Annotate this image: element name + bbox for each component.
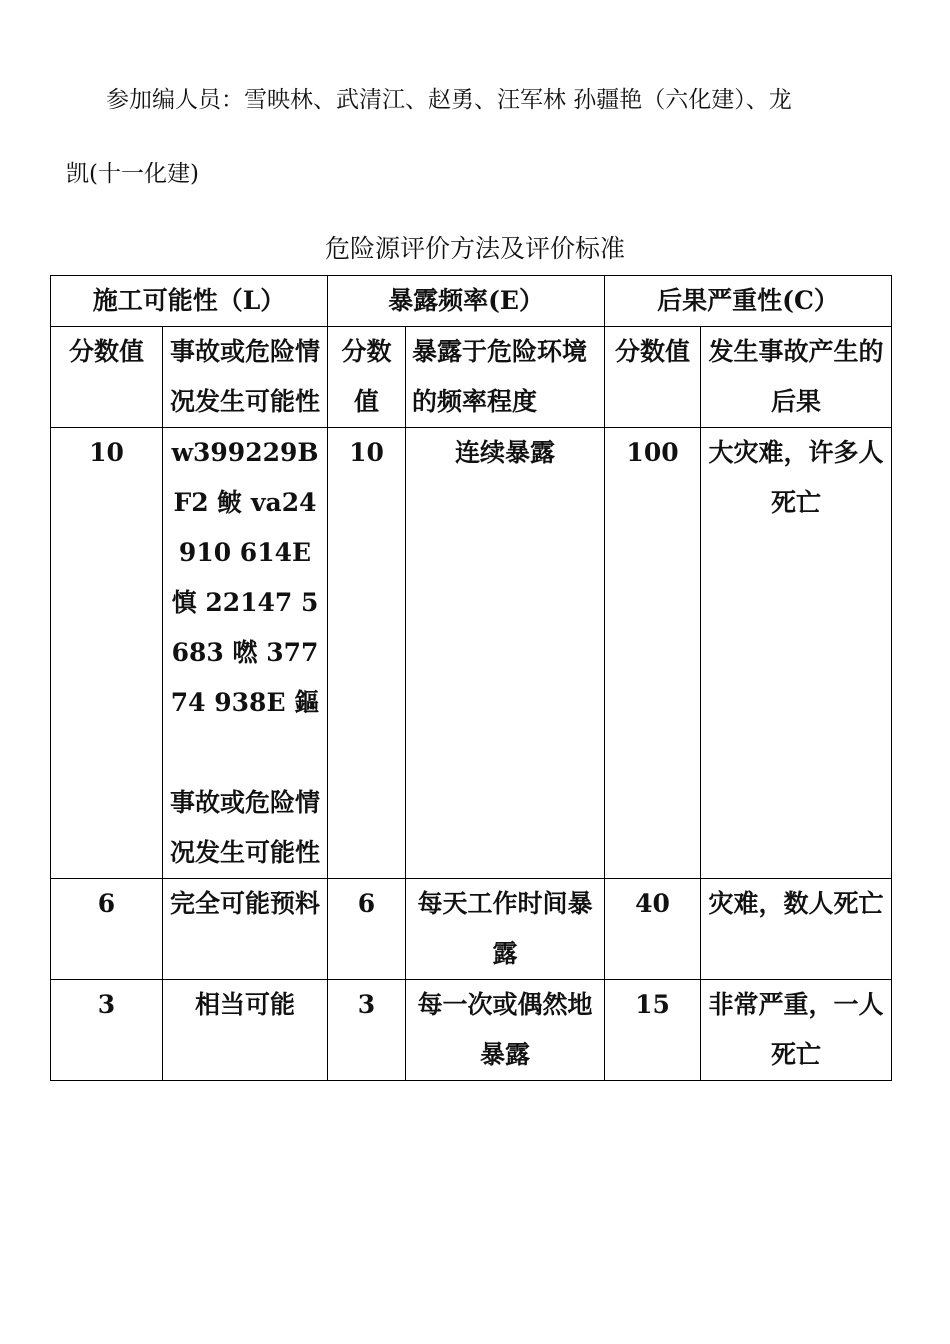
table-row xyxy=(51,879,892,980)
l-desc-cell: 相当可能 xyxy=(163,980,328,1081)
e-desc-cell: 每天工作时间暴露 xyxy=(406,879,605,980)
contributors-line-1: 参加编人员：雪映林、武清江、赵勇、汪军林 孙疆艳（六化建）、龙 xyxy=(106,87,792,113)
l-desc-cell xyxy=(163,428,328,879)
subheader-e-score: 分数值 xyxy=(328,327,406,428)
subheader-l-score: 分数值 xyxy=(51,327,163,428)
e-score-cell: 3 xyxy=(328,980,406,1081)
c-score-cell: 40 xyxy=(605,879,701,980)
l-score-cell: 10 xyxy=(51,428,163,879)
c-score-cell: 100 xyxy=(605,428,701,879)
c-desc-cell: 大灾难，许多人死亡 xyxy=(701,428,892,879)
subheader-l-desc: 事故或危险情况发生可能性 xyxy=(163,327,328,428)
subheader-c-score: 分数值 xyxy=(605,327,701,428)
e-score-cell: 6 xyxy=(328,879,406,980)
c-score-cell: 15 xyxy=(605,980,701,1081)
risk-evaluation-table xyxy=(50,275,892,1081)
table-subheader-row xyxy=(51,327,892,428)
c-desc-cell: 非常严重，一人死亡 xyxy=(701,980,892,1081)
table-row xyxy=(51,428,892,879)
contributors-line-2: 凯(十一化建) xyxy=(66,161,199,187)
c-desc-cell: 灾难，数人死亡 xyxy=(701,879,892,980)
subheader-c-desc: 发生事故产生的后果 xyxy=(701,327,892,428)
e-desc-cell: 每一次或偶然地暴露 xyxy=(406,980,605,1081)
group-header-exposure: 暴露频率(E） xyxy=(328,276,605,327)
subheader-e-desc: 暴露于危险环境的频率程度 xyxy=(406,327,605,428)
table-title: 危险源评价方法及评价标准 xyxy=(324,234,625,263)
e-score-cell: 10 xyxy=(328,428,406,879)
group-header-likelihood: 施工可能性（L） xyxy=(51,276,328,327)
l-score-cell: 3 xyxy=(51,980,163,1081)
l-desc-gap xyxy=(169,728,321,778)
e-desc-cell: 连续暴露 xyxy=(406,428,605,879)
l-desc-garbled-text: w399229BF2 鲏 va24910 614E 慎 22147 5683 嘫 37774 938E 鏂 xyxy=(170,438,320,717)
l-desc-cell: 完全可能预料 xyxy=(163,879,328,980)
table-row xyxy=(51,980,892,1081)
table-group-header-row xyxy=(51,276,892,327)
l-desc-repeat-text: 事故或危险情况发生可能性 xyxy=(169,788,320,867)
group-header-consequence: 后果严重性(C） xyxy=(605,276,892,327)
l-score-cell: 6 xyxy=(51,879,163,980)
